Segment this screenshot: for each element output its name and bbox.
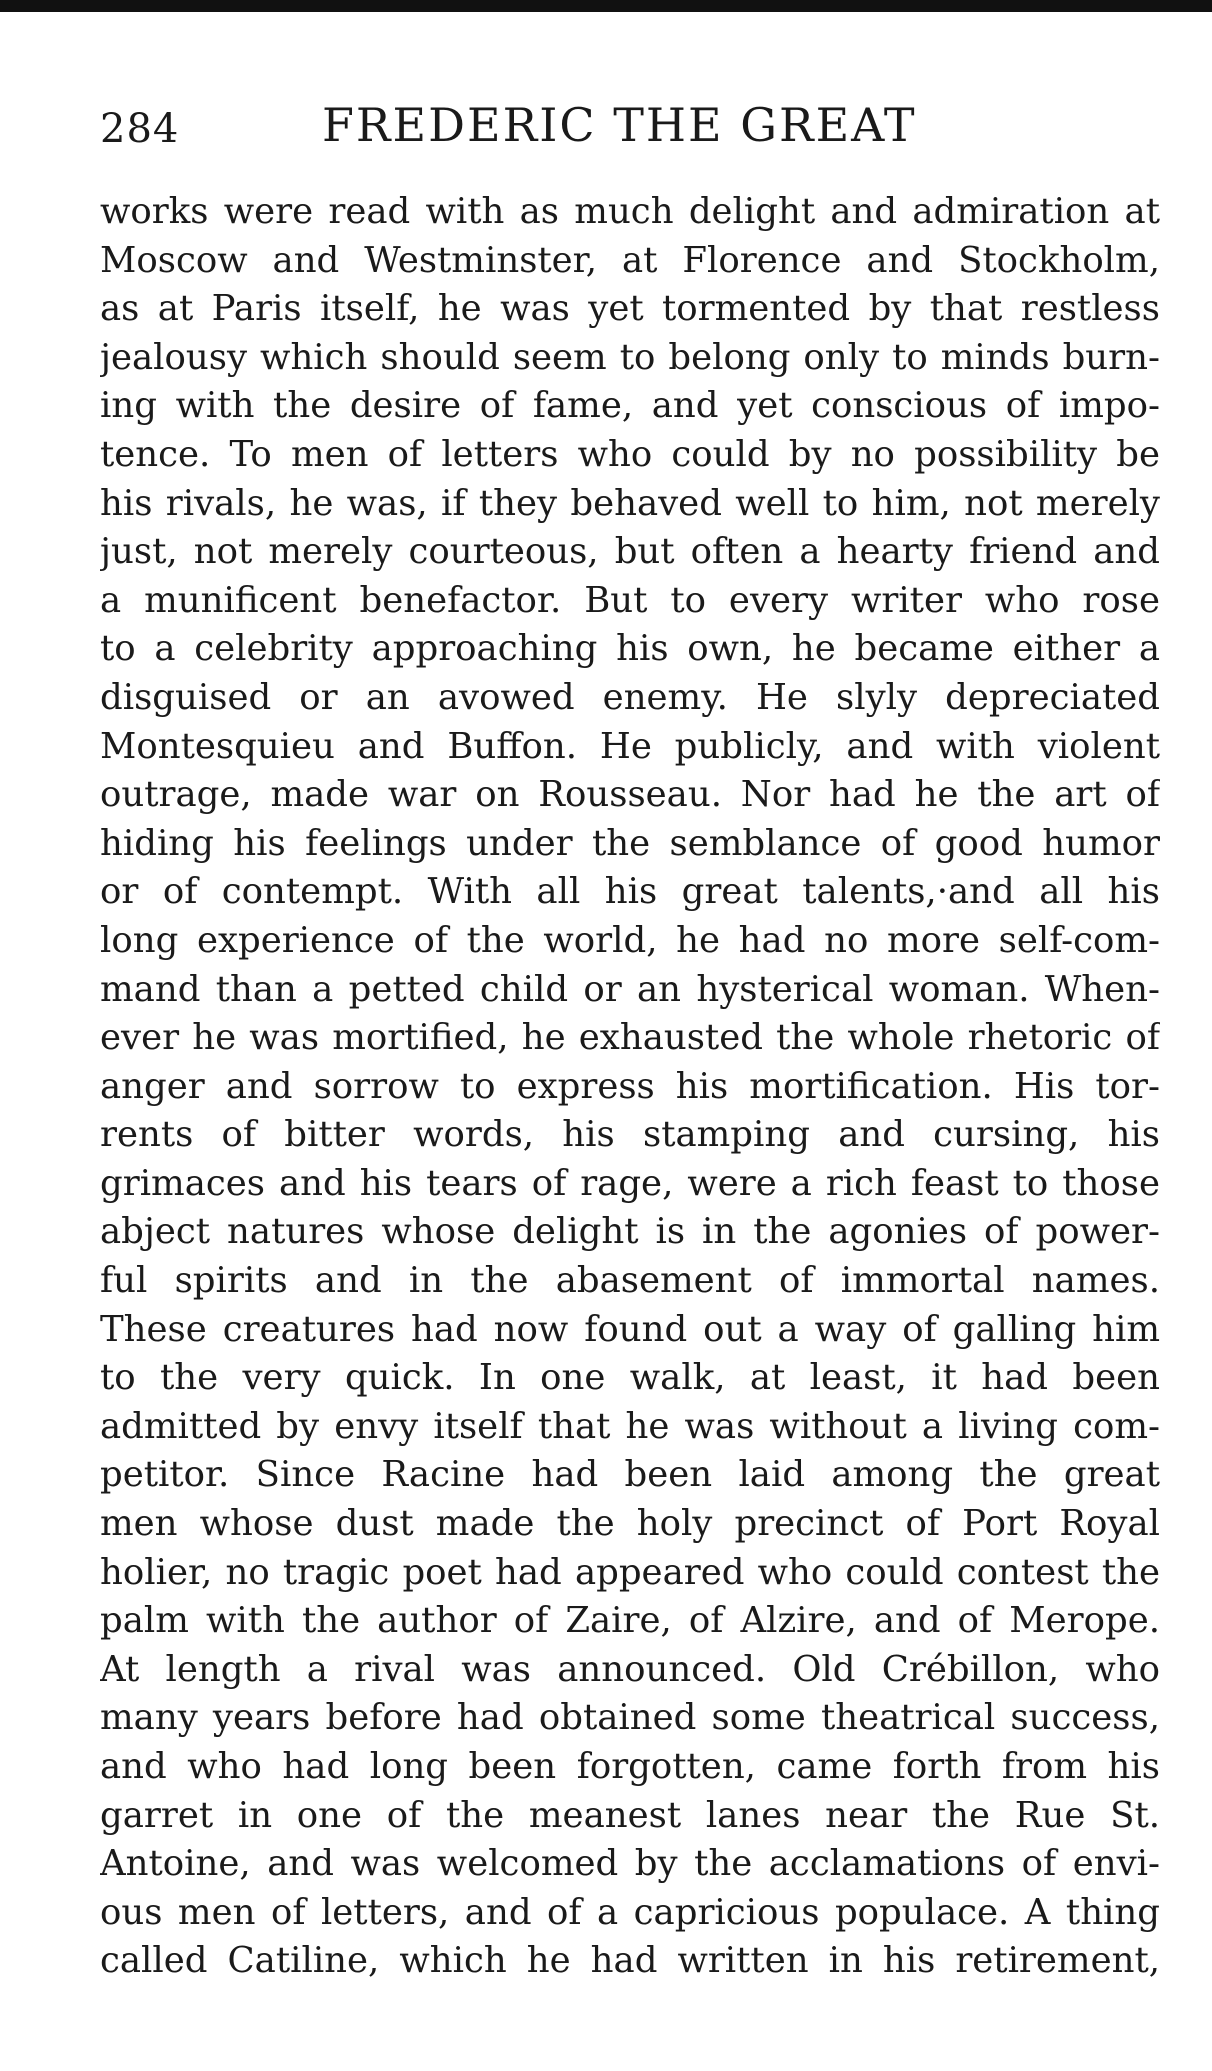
text-line: disguised or an avowed enemy. He slyly depreciated	[100, 676, 1160, 718]
text-line: tence. To men of letters who could by no possibility be	[100, 433, 1160, 475]
text-line: ful spirits and in the abasement of immortal names.	[100, 1260, 1160, 1302]
text-line: These creatures had now found out a way of galling him	[100, 1308, 1160, 1350]
text-line: Montesquieu and Buffon. He publicly, and with violent	[100, 725, 1160, 767]
text-line: just, not merely courteous, but often a hearty friend and	[100, 531, 1160, 573]
text-line: holier, no tragic poet had appeared who could contest the	[100, 1551, 1160, 1593]
text-line: men whose dust made the holy precinct of Port Royal	[100, 1503, 1160, 1545]
text-line: and who had long been forgotten, came forth from his	[100, 1746, 1160, 1787]
top-border-rule	[0, 0, 1212, 12]
text-line: to a celebrity approaching his own, he became either a	[100, 628, 1160, 670]
text-line: hiding his feelings under the semblance of good humor	[100, 822, 1160, 864]
text-line: petitor. Since Racine had been laid among the great	[100, 1454, 1160, 1496]
text-line: ever he was mortified, he exhausted the whole rhetoric of	[100, 1017, 1160, 1059]
text-line: mand than a petted child or an hysterical woman. When-	[100, 968, 1160, 1010]
text-line: palm with the author of Zaire, of Alzire, and of Merope.	[100, 1600, 1160, 1642]
text-line: Moscow and Westminster, at Florence and Stockholm,	[100, 239, 1160, 281]
text-line: ing with the desire of fame, and yet conscious of impo-	[100, 385, 1160, 427]
page-header	[100, 98, 1160, 158]
text-line: abject natures whose delight is in the agonies of power-	[100, 1211, 1160, 1253]
text-line: rents of bitter words, his stamping and cursing, his	[100, 1114, 1160, 1156]
text-line: anger and sorrow to express his mortification. His tor-	[100, 1065, 1160, 1107]
text-line: grimaces and his tears of rage, were a rich feast to those	[100, 1162, 1160, 1204]
page-number: 284	[100, 106, 180, 152]
text-line: as at Paris itself, he was yet tormented by that restless	[100, 288, 1160, 330]
text-line: or of contempt. With all his great talents,·and all his	[100, 871, 1160, 913]
text-line: long experience of the world, he had no more self-com-	[100, 919, 1160, 961]
text-line: Antoine, and was welcomed by the acclamations of envi-	[100, 1843, 1160, 1885]
text-line: his rivals, he was, if they behaved well to him, not merely	[100, 482, 1160, 524]
text-line: called Catiline, which he had written in his retirement,	[100, 1940, 1160, 1982]
running-title: FREDERIC THE GREAT	[322, 98, 917, 152]
text-line: jealousy which should seem to belong only to minds burn-	[100, 336, 1160, 378]
text-line: a munificent benefactor. But to every writer who rose	[100, 579, 1160, 621]
text-line: many years before had obtained some theatrical success,	[100, 1697, 1160, 1739]
text-line: At length a rival was announced. Old Crébillon, who	[100, 1648, 1160, 1690]
text-line: ous men of letters, and of a capricious populace. A thing	[100, 1891, 1160, 1933]
text-line: outrage, made war on Rousseau. Nor had he the art of	[100, 774, 1160, 816]
text-line: to the very quick. In one walk, at least, it had been	[100, 1357, 1160, 1399]
text-line: works were read with as much delight and admiration at	[100, 191, 1160, 232]
text-line: garret in one of the meanest lanes near the Rue St.	[100, 1794, 1160, 1836]
body-text	[100, 188, 1160, 1986]
text-line: admitted by envy itself that he was without a living com-	[100, 1405, 1160, 1447]
